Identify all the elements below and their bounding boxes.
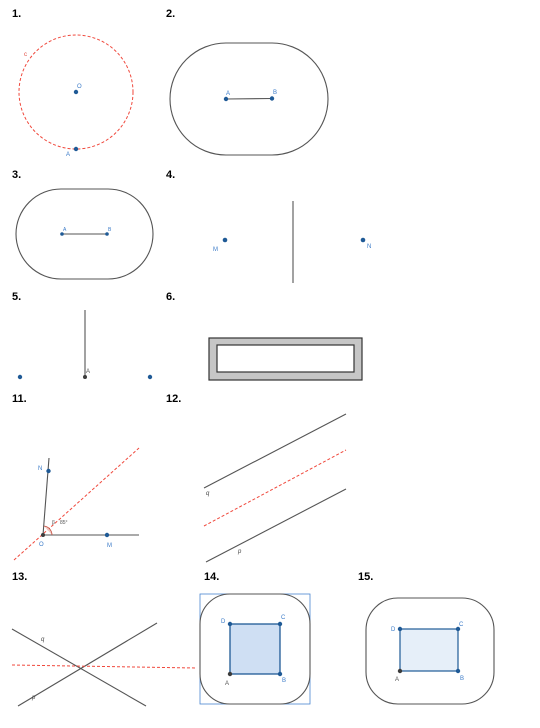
figure-1 bbox=[12, 8, 133, 158]
line-p bbox=[18, 623, 157, 706]
figure-14-number: 14. bbox=[204, 571, 220, 583]
figure-6 bbox=[166, 291, 362, 380]
line-q-label: q bbox=[206, 491, 210, 497]
figure-14 bbox=[200, 571, 310, 704]
line-p-label: p bbox=[238, 549, 242, 555]
figure-2-number: 2. bbox=[166, 8, 176, 20]
point-d-label: D bbox=[391, 627, 396, 633]
point-a-label: A bbox=[63, 227, 67, 233]
point-d bbox=[228, 622, 232, 626]
figure-15-number: 15. bbox=[358, 571, 374, 583]
figure-5 bbox=[12, 291, 152, 379]
point-m-label: M bbox=[107, 543, 112, 549]
point-m bbox=[223, 238, 228, 243]
point-o bbox=[41, 533, 45, 537]
figure-3 bbox=[12, 169, 153, 279]
point-d bbox=[398, 627, 402, 631]
line-q bbox=[204, 414, 346, 488]
square-abcd bbox=[230, 624, 280, 674]
point-b-label: B bbox=[273, 90, 278, 96]
point-c-label: C bbox=[459, 622, 464, 628]
point-b-label: B bbox=[460, 676, 465, 682]
left-point bbox=[18, 375, 22, 379]
point-m-label: M bbox=[213, 247, 218, 253]
point-b bbox=[270, 96, 274, 100]
dashed-bisector bbox=[12, 665, 196, 668]
point-a bbox=[83, 375, 87, 379]
line-p-label: p bbox=[32, 695, 36, 701]
figure-13-number: 13. bbox=[12, 571, 28, 583]
line-p bbox=[206, 489, 346, 562]
point-n bbox=[46, 469, 50, 473]
figure-3-number: 3. bbox=[12, 169, 22, 181]
point-o-label: O bbox=[39, 542, 44, 548]
segment-ab bbox=[226, 99, 272, 100]
point-d-label: D bbox=[221, 619, 226, 625]
point-a-label: A bbox=[66, 152, 71, 158]
inner-frame bbox=[217, 345, 354, 372]
dashed-midline bbox=[204, 450, 346, 526]
figure-12 bbox=[166, 393, 346, 562]
figure-4 bbox=[166, 169, 371, 283]
figure-2 bbox=[166, 8, 328, 155]
angle-name-label: β bbox=[52, 520, 55, 526]
angle-value-label: 85° bbox=[60, 520, 68, 526]
point-c bbox=[278, 622, 282, 626]
figure-15 bbox=[358, 571, 494, 704]
figure-4-number: 4. bbox=[166, 169, 176, 181]
point-a bbox=[74, 147, 78, 151]
circle-label: c bbox=[24, 52, 27, 58]
figure-12-number: 12. bbox=[166, 393, 182, 405]
figure-5-number: 5. bbox=[12, 291, 22, 303]
point-m bbox=[105, 533, 109, 537]
point-n-label: N bbox=[38, 466, 43, 472]
point-n bbox=[361, 238, 366, 243]
figure-11-number: 11. bbox=[12, 393, 27, 405]
angle-arc bbox=[44, 526, 52, 535]
figure-13 bbox=[12, 571, 196, 706]
point-a-label: A bbox=[86, 369, 91, 375]
right-point bbox=[148, 375, 152, 379]
point-a-label: A bbox=[395, 677, 400, 683]
line-q-label: q bbox=[41, 637, 45, 643]
figure-1-number: 1. bbox=[12, 8, 22, 20]
point-a bbox=[398, 669, 402, 673]
point-a bbox=[228, 672, 232, 676]
rectangle-abcd bbox=[400, 629, 458, 671]
figure-11 bbox=[12, 393, 139, 560]
point-a-label: A bbox=[225, 681, 230, 687]
center-label: O bbox=[77, 84, 82, 90]
point-a bbox=[224, 97, 228, 101]
figure-6-number: 6. bbox=[166, 291, 176, 303]
point-a-label: A bbox=[226, 91, 231, 97]
point-b-label: B bbox=[282, 678, 287, 684]
point-b bbox=[278, 672, 282, 676]
point-n-label: N bbox=[367, 244, 372, 250]
dashed-bisector bbox=[14, 448, 139, 560]
center-point bbox=[74, 90, 78, 94]
point-c-label: C bbox=[281, 615, 286, 621]
point-b-label: B bbox=[108, 227, 112, 233]
point-b bbox=[456, 669, 460, 673]
